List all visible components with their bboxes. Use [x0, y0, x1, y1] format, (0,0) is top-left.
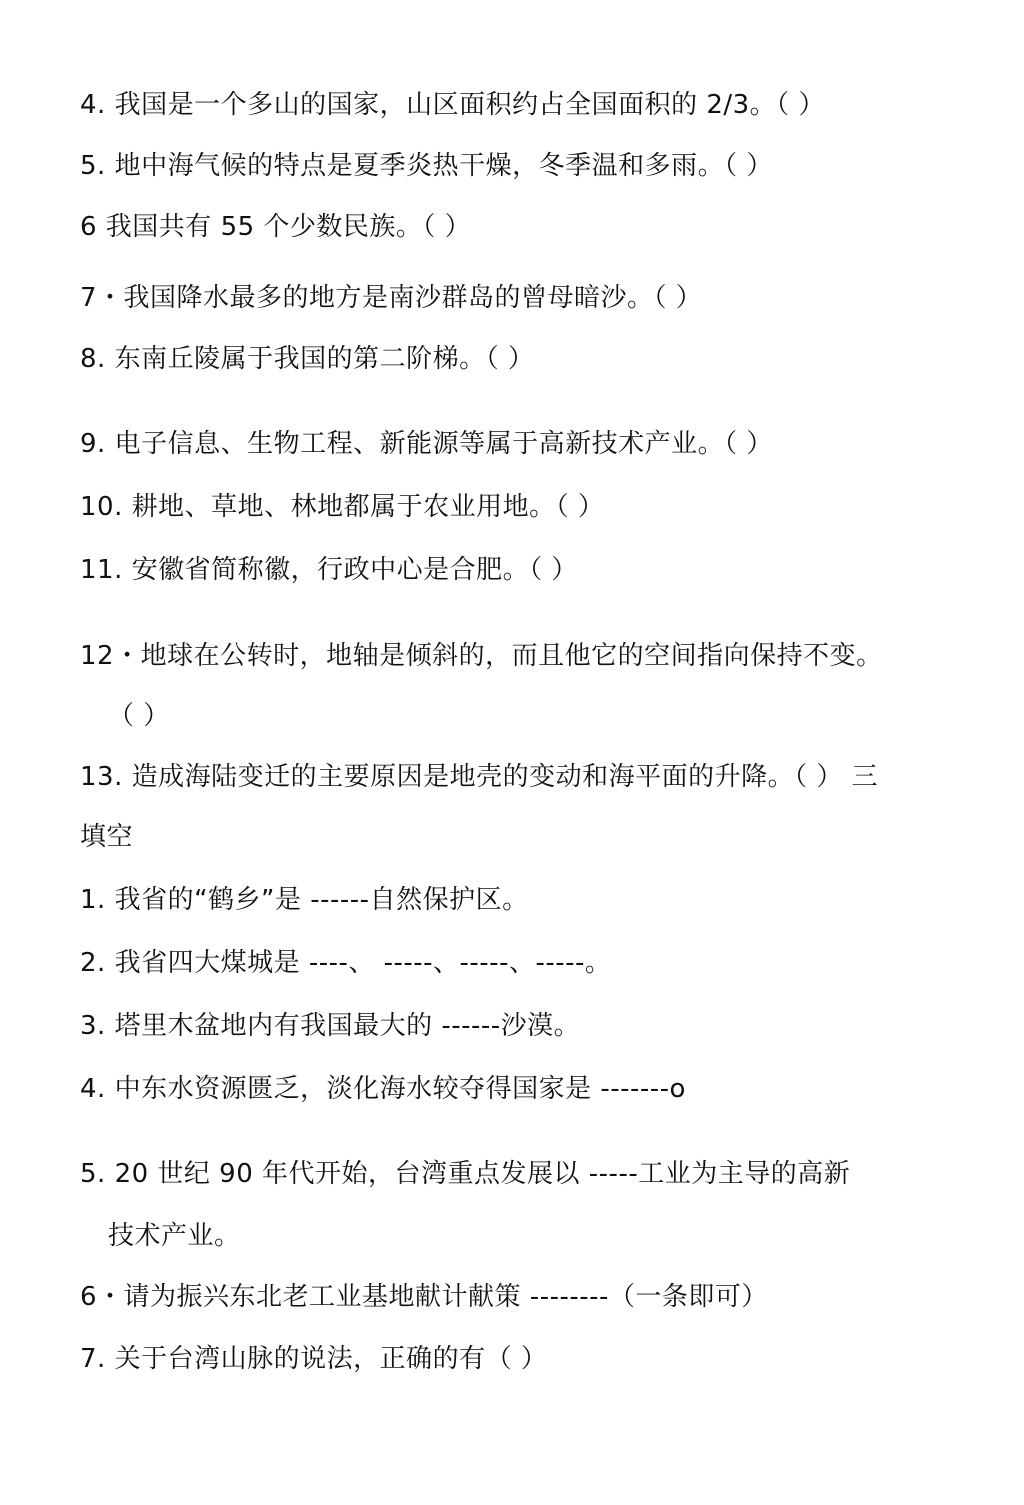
fill-in-6: 6・请为振兴东北老工业基地献计献策 --------（一条即可） — [80, 1282, 768, 1312]
fill-in-1: 1. 我省的“鹤乡”是 ------自然保护区。 — [80, 885, 529, 915]
question-8: 8. 东南丘陵属于我国的第二阶梯。（ ） — [80, 344, 535, 374]
section-heading-fill-in: 填空 — [80, 822, 134, 852]
fill-in-4: 4. 中东水资源匮乏，淡化海水较夺得国家是 -------o — [80, 1074, 686, 1104]
question-10: 10. 耕地、草地、林地都属于农业用地。（ ） — [80, 492, 605, 522]
fill-in-5-continued: 技术产业。 — [108, 1221, 241, 1251]
fill-in-5: 5. 20 世纪 90 年代开始，台湾重点发展以 -----工业为主导的高新 — [80, 1159, 851, 1189]
question-11: 11. 安徽省简称徽，行政中心是合肥。（ ） — [80, 555, 578, 585]
fill-in-3: 3. 塔里木盆地内有我国最大的 ------沙漠。 — [80, 1011, 581, 1041]
question-9: 9. 电子信息、生物工程、新能源等属于高新技术产业。（ ） — [80, 429, 773, 459]
fill-in-7: 7. 关于台湾山脉的说法，正确的有（ ） — [80, 1344, 548, 1374]
question-13: 13. 造成海陆变迁的主要原因是地壳的变动和海平面的升降。（ ） 三 — [80, 762, 879, 792]
question-4: 4. 我国是一个多山的国家，山区面积约占全国面积的 2/3。（ ） — [80, 90, 825, 120]
question-12-blank: （ ） — [108, 701, 170, 731]
fill-in-2: 2. 我省四大煤城是 ----、 -----、-----、-----。 — [80, 948, 612, 978]
question-12: 12・地球在公转时，地轴是倾斜的，而且他它的空间指向保持不变。 — [80, 641, 883, 671]
question-7: 7・我国降水最多的地方是南沙群岛的曾母暗沙。（ ） — [80, 283, 703, 313]
question-6: 6 我国共有 55 个少数民族。（ ） — [80, 212, 472, 242]
question-5: 5. 地中海气候的特点是夏季炎热干燥，冬季温和多雨。（ ） — [80, 151, 773, 181]
